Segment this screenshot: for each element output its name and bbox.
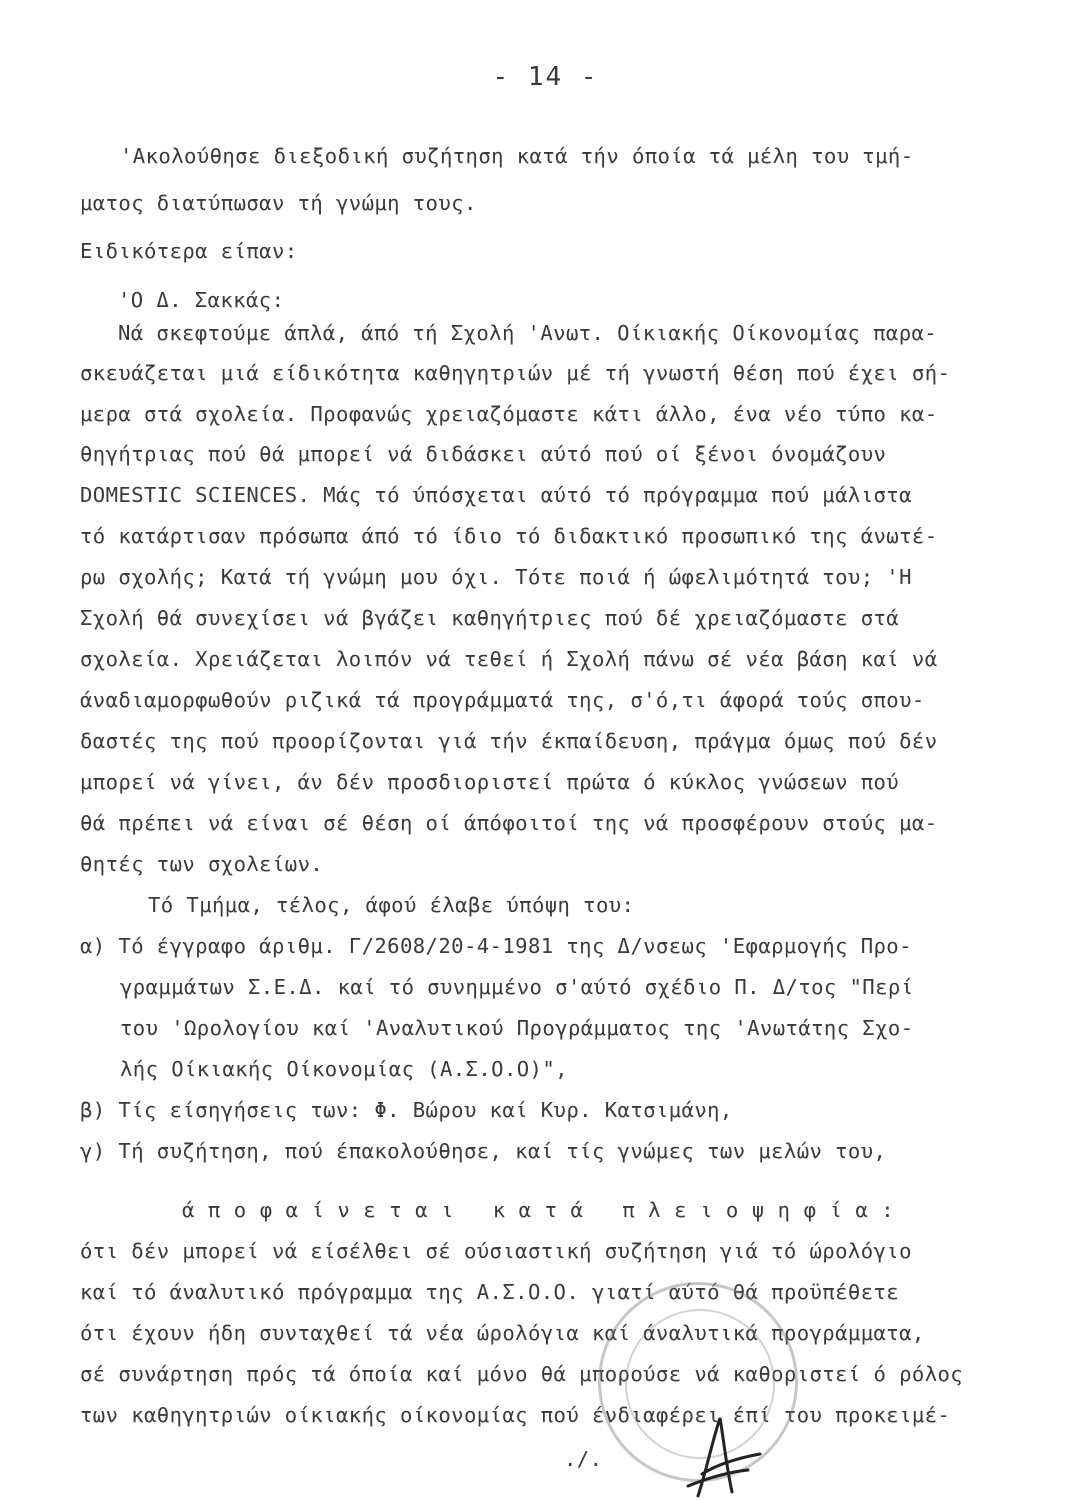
list-item-c: γ) Τή συζήτηση, πού έπακολούθησε, καί τίς γνώμες των μελών του, <box>80 1139 887 1163</box>
page-number: - 14 - <box>492 62 599 92</box>
list-item-b: β) Τίς είσηγήσεις των: Φ. Βώρου καί Κυρ. Κατσιμάνη, <box>80 1098 733 1122</box>
text-line: μερα στά σχολεία. Προφανώς χρειαζόμαστε κάτι άλλο, ένα νέο τύπο κα- <box>80 402 938 426</box>
text-line: ματος διατύπωσαν τή γνώμη τους. <box>80 191 477 215</box>
text-line: σκευάζεται μιά είδικότητα καθηγητριών μέ τή γνωστή θέση πού έχει σή- <box>80 361 951 385</box>
text-line: θά πρέπει νά είναι σέ θέση οί άπόφοιτοί της νά προσφέρουν στούς μα- <box>80 811 938 835</box>
speaker-name: 'Ο Δ. Σακκάς: <box>118 288 285 312</box>
text-line: τό κατάρτισαν πρόσωπα άπό τό ίδιο τό διδακτικό προσωπικό της άνωτέ- <box>80 524 938 548</box>
text-line: των καθηγητριών οίκιακής οίκονομίας πού ένδιαφέρει έπί του προκειμέ- <box>80 1403 951 1427</box>
text-line: δαστές της πού προορίζονται γιά τήν έκπαίδευση, πράγμα όμως πού δέν <box>80 729 938 753</box>
text-line: θητές των σχολείων. <box>80 852 324 876</box>
continuation-mark: ./. <box>564 1447 603 1471</box>
decision-heading: άποφαίνεται κατά πλειοψηφία: <box>182 1198 908 1222</box>
text-line: καί τό άναλυτικό πρόγραμμα της Α.Σ.Ο.Ο. γιατί αύτό θά προϋπέθετε <box>80 1280 900 1304</box>
text-line: DOMESTIC SCIENCES. Μάς τό ύπόσχεται αύτό τό πρόγραμμα πού μάλιστα <box>80 483 912 507</box>
text-line: ότι δέν μπορεί νά είσέλθει σέ ούσιαστική συζήτηση γιά τό ώρολόγιο <box>80 1239 912 1263</box>
text-line: μπορεί νά γίνει, άν δέν προσδιοριστεί πρώτα ό κύκλος γνώσεων πού <box>80 770 900 794</box>
text-line: Νά σκεφτούμε άπλά, άπό τή Σχολή 'Ανωτ. Οίκιακής Οίκονομίας παρα- <box>118 321 938 345</box>
text-line: σχολεία. Χρειάζεται λοιπόν νά τεθεί ή Σχολή πάνω σέ νέα βάση καί νά <box>80 647 938 671</box>
text-line: λής Οίκιακής Οίκονομίας (Α.Σ.Ο.Ο)", <box>120 1057 568 1081</box>
text-line: ρω σχολής; Κατά τή γνώμη μου όχι. Τότε ποιά ή ώφελιμότητά του; 'Η <box>80 565 912 589</box>
signature-mark <box>668 1412 768 1500</box>
text-line: Τό Τμήμα, τέλος, άφού έλαβε ύπόψη του: <box>148 893 635 917</box>
text-line: 'Ακολούθησε διεξοδική συζήτηση κατά τήν όποία τά μέλη του τμή- <box>120 144 914 168</box>
list-item-a: α) Τό έγγραφο άριθμ. Γ/2608/20-4-1981 της Δ/νσεως 'Εφαρμογής Προ- <box>80 934 912 958</box>
text-line: του 'Ωρολογίου καί 'Αναλυτικού Προγράμματος της 'Ανωτάτης Σχο- <box>120 1016 914 1040</box>
text-line: ότι έχουν ήδη συνταχθεί τά νέα ώρολόγια καί άναλυτικά προγράμματα, <box>80 1321 925 1345</box>
text-line: γραμμάτων Σ.Ε.Δ. καί τό συνημμένο σ'αύτό σχέδιο Π. Δ/τος "Περί <box>120 975 914 999</box>
text-line: Σχολή θά συνεχίσει νά βγάζει καθηγήτριες πού δέ χρειαζόμαστε στά <box>80 606 900 630</box>
text-line: σέ συνάρτηση πρός τά όποία καί μόνο θά μπορούσε νά καθοριστεί ό ρόλος <box>80 1362 964 1386</box>
text-line: άναδιαμορφωθούν ριζικά τά προγράμματά της, σ'ό,τι άφορά τούς σπου- <box>80 688 925 712</box>
text-line: Ειδικότερα είπαν: <box>80 239 298 263</box>
text-line: θηγήτριας πού θά μπορεί νά διδάσκει αύτό πού οί ξένοι όνομάζουν <box>80 442 887 466</box>
